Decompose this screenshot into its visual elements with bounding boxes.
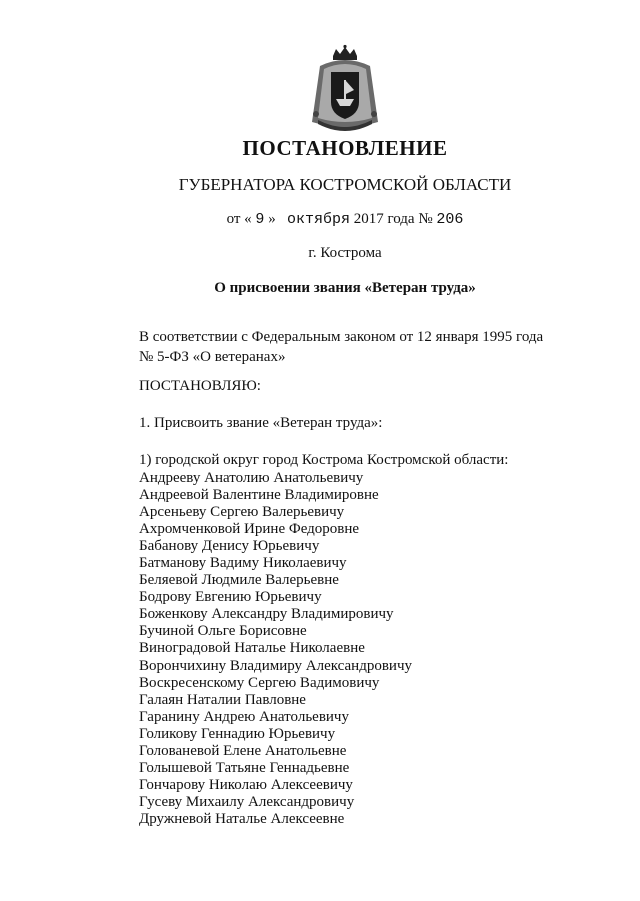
list-item: Голикову Геннадию Юрьевичу xyxy=(139,725,336,742)
list-item: Ахромченковой Ирине Федоровне xyxy=(139,521,360,538)
date-mid: » xyxy=(268,211,276,227)
subitem-1: 1) городской округ город Кострома Костромской области: xyxy=(139,452,509,468)
list-item: Батманову Вадиму Николаевичу xyxy=(139,555,347,572)
document-number: 206 xyxy=(436,211,464,228)
list-item: Ворончихину Владимиру Александровичу xyxy=(139,657,412,674)
intro-paragraph-line2: № 5-ФЗ «О ветеранах» xyxy=(139,349,286,365)
list-item: Голованевой Елене Анатольевне xyxy=(139,742,347,759)
document-title: ПОСТАНОВЛЕНИЕ xyxy=(242,136,448,160)
list-item: Бодрову Евгению Юрьевичу xyxy=(139,589,322,606)
date-line xyxy=(0,211,640,228)
list-item: Бучиной Ольге Борисовне xyxy=(139,623,307,640)
list-item: Бабанову Денису Юрьевичу xyxy=(139,538,320,555)
date-prefix: от « xyxy=(226,211,252,227)
list-item: Гусеву Михаилу Александровичу xyxy=(139,793,355,810)
names-list xyxy=(139,470,412,828)
list-item: Беляевой Людмиле Валерьевне xyxy=(139,572,339,589)
list-item: Голышевой Татьяне Геннадьевне xyxy=(139,759,350,776)
list-item: Андреевой Валентине Владимировне xyxy=(139,487,379,504)
date-day: 9 xyxy=(255,211,265,228)
list-item: Галаян Наталии Павловне xyxy=(139,691,306,708)
city: г. Кострома xyxy=(308,245,382,261)
list-item: Виноградовой Наталье Николаевне xyxy=(139,640,365,657)
item-1: 1. Присвоить звание «Ветеран труда»: xyxy=(139,415,383,431)
document-subject: О присвоении звания «Ветеран труда» xyxy=(214,280,476,296)
list-item: Боженкову Александру Владимировичу xyxy=(139,606,394,623)
list-item: Дружневой Наталье Алексеевне xyxy=(139,810,345,827)
date-month: октября xyxy=(286,211,350,228)
list-item: Воскресенскому Сергею Вадимовичу xyxy=(139,674,380,691)
list-item: Гончарову Николаю Алексеевичу xyxy=(139,776,353,793)
list-item: Андрееву Анатолию Анатольевичу xyxy=(139,470,364,486)
intro-paragraph-line1: В соответствии с Федеральным законом от 12 января 1995 года xyxy=(139,329,544,345)
decree-heading: ПОСТАНОВЛЯЮ: xyxy=(139,378,261,394)
coat-of-arms-icon xyxy=(300,44,390,134)
date-year: 2017 года № xyxy=(353,211,433,227)
document-subtitle: ГУБЕРНАТОРА КОСТРОМСКОЙ ОБЛАСТИ xyxy=(178,175,512,194)
list-item: Гаранину Андрею Анатольевичу xyxy=(139,708,349,725)
list-item: Арсеньеву Сергею Валерьевичу xyxy=(139,504,345,521)
